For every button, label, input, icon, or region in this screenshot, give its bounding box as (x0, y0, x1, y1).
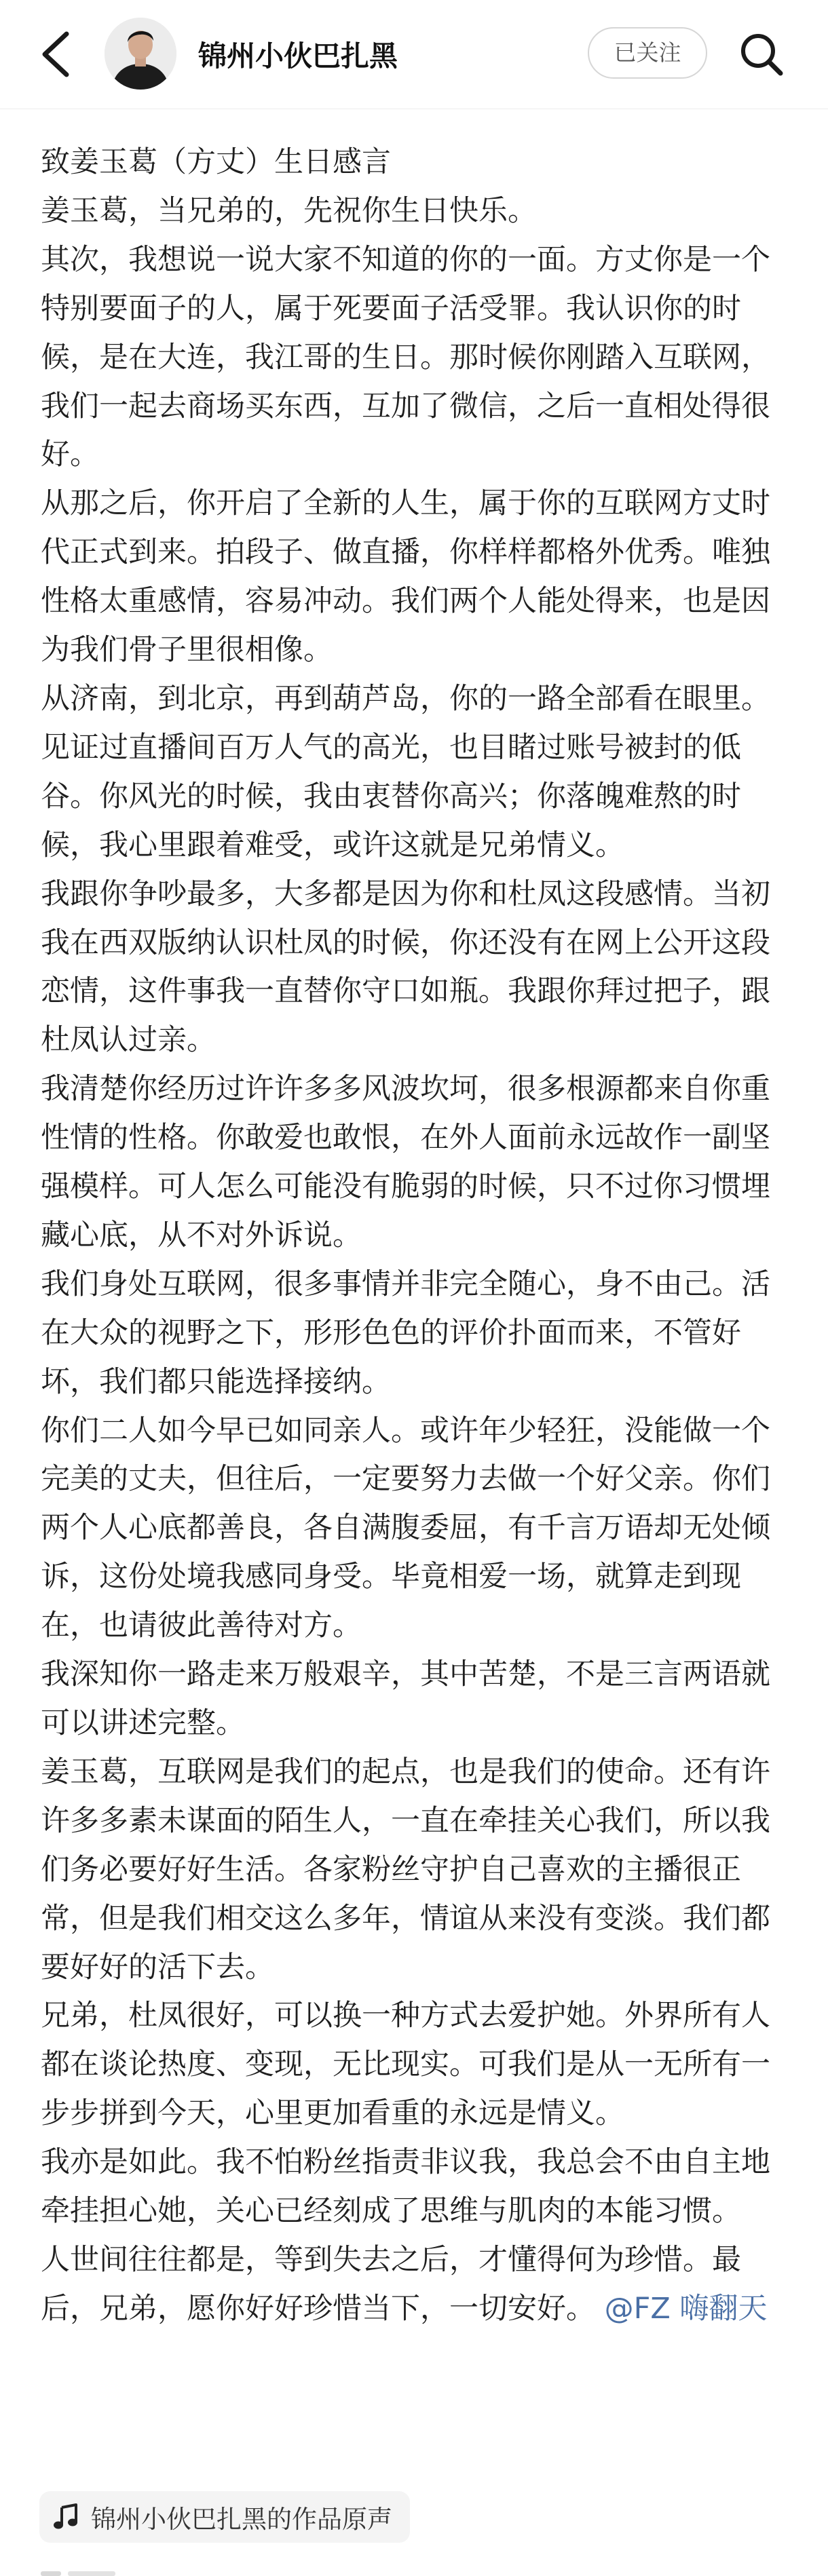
post-paragraph: 我亦是如此。我不怕粉丝指责非议我，我总会不由自主地牵挂担心她，关心已经刻成了思维与肌肉的本能习惯。 (41, 2145, 770, 2229)
follow-button[interactable]: 已关注 (588, 27, 707, 79)
post-paragraph: 兄弟，杜凤很好，可以换一种方式去爱护她。外界所有人都在谈论热度、变现，无比现实。可我们是从一无所有一步步拼到今天，心里更加看重的永远是情义。 (41, 1999, 770, 2131)
post-paragraph: 从那之后，你开启了全新的人生，属于你的互联网方丈时代正式到来。拍段子、做直播，你样样都格外优秀。唯独性格太重感情，容易冲动。我们两个人能处得来，也是因为我们骨子里很相像。 (41, 486, 770, 668)
post-paragraph: 我清楚你经历过许许多多风波坎坷，很多根源都来自你重性情的性格。你敢爱也敢恨，在外人面前永远故作一副坚强模样。可人怎么可能没有脆弱的时候，只不过你习惯埋藏心底，从不对外诉说。 (41, 1072, 770, 1252)
next-section-edge (41, 2563, 122, 2576)
post-paragraph: 我跟你争吵最多，大多都是因为你和杜凤这段感情。当初我在西双版纳认识杜凤的时候，你还没有在网上公开这段恋情，这件事我一直替你守口如瓶。我跟你拜过把子，跟杜凤认过亲。 (41, 877, 770, 1058)
post-paragraph: 从济南，到北京，再到葫芦岛，你的一路全部看在眼里。见证过直播间百万人气的高光，也目睹过账号被封的低谷。你风光的时候，我由衷替你高兴；你落魄难熬的时候，我心里跟着难受，或许这就是兄弟情义。 (41, 681, 770, 862)
post-paragraph: 姜玉葛，互联网是我们的起点，也是我们的使命。还有许许多多素未谋面的陌生人，一直在牵挂关心我们，所以我们务必要好好生活。各家粉丝守护自己喜欢的主播很正常，但是我们相交这么多年，情谊从来没有变淡。我们都要好好的活下去。 (41, 1754, 770, 1984)
username[interactable]: 锦州小伙巴扎黑 (198, 39, 398, 73)
post-paragraph: 姜玉葛，当兄弟的，先祝你生日快乐。 (41, 193, 537, 228)
original-sound-label: 锦州小伙巴扎黑的作品原声 (91, 2505, 392, 2534)
post-paragraph: 你们二人如今早已如同亲人。或许年少轻狂，没能做一个完美的丈夫，但往后，一定要努力去做一个好父亲。你们两个人心底都善良，各自满腹委屈，有千言万语却无处倾诉，这份处境我感同身受。毕竟相爱一场，就算走到现在，也请彼此善待对方。 (41, 1413, 770, 1643)
avatar[interactable] (105, 18, 176, 90)
original-sound-chip[interactable] (39, 2491, 410, 2543)
post-body (41, 138, 794, 2334)
post-title: 致姜玉葛（方丈）生日感言 (41, 145, 391, 179)
post-paragraph-last (41, 2236, 794, 2334)
post-paragraph: 其次，我想说一说大家不知道的你的一面。方丈你是一个特别要面子的人，属于死要面子活受罪。我认识你的时候，是在大连，我江哥的生日。那时候你刚踏入互联网，我们一起去商场买东西，互加了微信，之后一直相处得很好。 (41, 242, 770, 472)
post-paragraph-text: 人世间往往都是，等到失去之后，才懂得何为珍惜。最后，兄弟，愿你好好珍惜当下，一切安好。 (41, 2242, 741, 2326)
post-paragraph: 我深知你一路走来万般艰辛，其中苦楚，不是三言两语就可以讲述完整。 (41, 1657, 770, 1740)
top-bar (0, 0, 828, 109)
mention-link[interactable]: @FZ 嗨翻天 (604, 2291, 768, 2326)
music-note-icon (52, 2502, 81, 2532)
post-paragraph: 我们身处互联网，很多事情并非完全随心，身不由己。活在大众的视野之下，形形色色的评价扑面而来，不管好坏，我们都只能选择接纳。 (41, 1267, 770, 1399)
search-icon[interactable] (734, 27, 789, 81)
back-arrow-icon[interactable] (33, 27, 80, 81)
